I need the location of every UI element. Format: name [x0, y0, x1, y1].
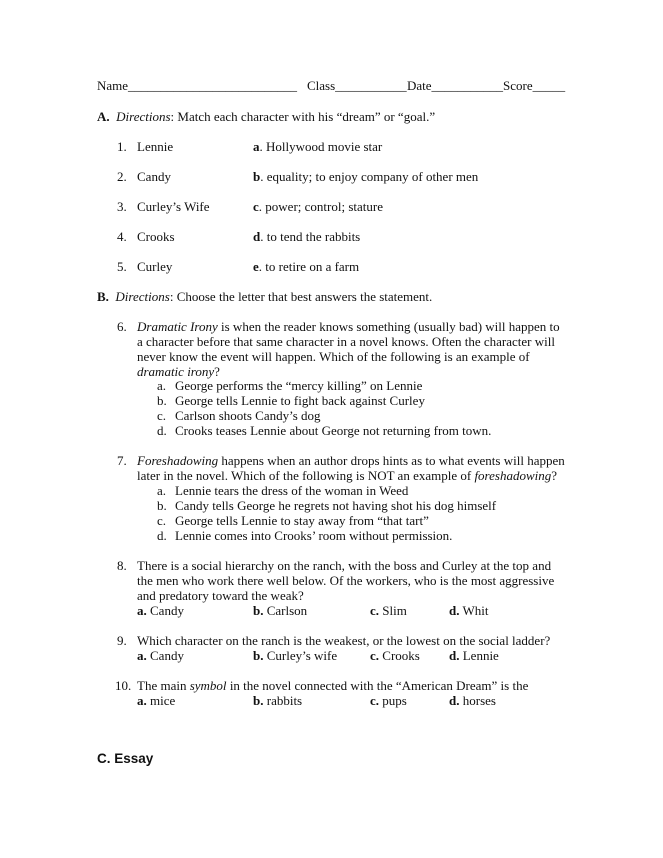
option-item [253, 603, 307, 618]
section-b-letter: B. [97, 289, 109, 304]
section-c-heading: C. Essay [97, 751, 154, 766]
question-punct: ? [214, 364, 220, 379]
option-text: George tells Lennie to fight back against Curley [175, 393, 425, 408]
goal-item [253, 169, 478, 184]
option-letter: d. [449, 648, 460, 663]
question-term: Dramatic Irony [137, 319, 218, 334]
option-item [449, 693, 496, 708]
option-item [137, 648, 184, 663]
name-field[interactable]: Name__________________________ [97, 78, 298, 93]
goal-letter: e [253, 259, 259, 274]
character-number: 1. [117, 139, 127, 154]
question-line: happens when an author drops hints as to what events will happen [218, 453, 565, 468]
question-line [137, 364, 220, 379]
option-letter: a. [137, 648, 147, 663]
option-text: Slim [379, 603, 407, 618]
question-term: foreshadowing [474, 468, 552, 483]
date-field[interactable]: Date___________ [407, 78, 504, 93]
option-item [370, 648, 420, 663]
option-text: Carlson shoots Candy’s dog [175, 408, 321, 423]
option-text: Candy tells George he regrets not having shot his dog himself [175, 498, 497, 513]
option-letter: b. [253, 648, 264, 663]
goal-item [253, 259, 359, 274]
option-item [253, 693, 302, 708]
section-a-letter: A. [97, 109, 110, 124]
option-text: Curley’s wife [263, 648, 338, 663]
option-item [137, 693, 175, 708]
question-line-start: later in the novel. Which of the following is NOT an example of [137, 468, 475, 483]
question-line-end: in the novel connected with the “American Dream” is the [226, 678, 529, 693]
question-line: There is a social hierarchy on the ranch, with the boss and Curley at the top and [137, 558, 552, 573]
option-text: rabbits [263, 693, 303, 708]
character-number: 3. [117, 199, 127, 214]
section-a-directions [97, 109, 435, 124]
class-field[interactable]: Class___________ [307, 78, 407, 93]
section-b-directions-text: : Choose the letter that best answers the statement. [169, 289, 433, 304]
question-line: a character before that same character in a novel knows. Often the character will [137, 334, 555, 349]
option-letter: d. [449, 693, 460, 708]
question-line: and predatory toward the weak? [137, 588, 304, 603]
question-line: the men who work there well below. Of the workers, who is the most aggressive [137, 573, 555, 588]
option-item [370, 603, 407, 618]
goal-letter: d [253, 229, 261, 244]
option-text: Candy [146, 603, 184, 618]
question-line-start: The main [137, 678, 190, 693]
question-text [137, 319, 560, 334]
section-b-directions [97, 289, 432, 304]
question-text [137, 678, 528, 693]
goal-text: . to retire on a farm [258, 259, 360, 274]
question-number: 8. [117, 558, 127, 573]
character-name: Curley’s Wife [137, 199, 210, 214]
option-item [449, 648, 499, 663]
option-letter: c. [157, 513, 167, 528]
character-name: Crooks [137, 229, 175, 244]
option-text: George performs the “mercy killing” on Lennie [175, 378, 423, 393]
option-letter: a. [137, 603, 147, 618]
question-number: 6. [117, 319, 127, 334]
goal-item [253, 229, 360, 244]
question-number: 9. [117, 633, 127, 648]
question-number: 7. [117, 453, 127, 468]
option-letter: c. [370, 693, 380, 708]
option-text: Crooks [379, 648, 420, 663]
section-b-directions-label: Directions [115, 289, 170, 304]
option-text: Crooks teases Lennie about George not returning from town. [175, 423, 492, 438]
option-letter: a. [157, 378, 167, 393]
option-text: Lennie tears the dress of the woman in Weed [175, 483, 409, 498]
goal-item [253, 199, 383, 214]
character-number: 2. [117, 169, 127, 184]
score-field[interactable]: Score_____ [503, 78, 566, 93]
question-text [137, 453, 565, 468]
option-text: pups [379, 693, 407, 708]
option-text: Lennie [459, 648, 499, 663]
option-letter: c. [157, 408, 167, 423]
character-number: 4. [117, 229, 127, 244]
option-text: Candy [146, 648, 184, 663]
question-number: 10. [115, 678, 132, 693]
goal-text: . power; control; stature [258, 199, 383, 214]
section-a-directions-label: Directions [116, 109, 171, 124]
option-text: Carlson [263, 603, 308, 618]
character-name: Candy [137, 169, 171, 184]
goal-letter: a [253, 139, 260, 154]
question-punct: ? [551, 468, 558, 483]
option-letter: a. [157, 483, 167, 498]
option-text: Lennie comes into Crooks’ room without permission. [175, 528, 453, 543]
option-text: mice [146, 693, 176, 708]
option-letter: a. [137, 693, 147, 708]
option-text: horses [459, 693, 496, 708]
question-term: Foreshadowing [137, 453, 219, 468]
option-letter: b. [253, 693, 264, 708]
option-item [253, 648, 337, 663]
option-text: Whit [459, 603, 489, 618]
question-line: Which character on the ranch is the weakest, or the lowest on the social ladder? [137, 633, 551, 648]
option-item [370, 693, 407, 708]
question-term: symbol [189, 678, 227, 693]
question-line: never know the event will happen. Which of the following is an example of [137, 349, 530, 364]
option-item [449, 603, 489, 618]
option-letter: b. [253, 603, 264, 618]
character-name: Curley [137, 259, 173, 274]
character-name: Lennie [137, 139, 174, 154]
option-letter: d. [157, 423, 167, 438]
goal-text: . Hollywood movie star [259, 139, 383, 154]
option-letter: c. [370, 648, 380, 663]
question-line: is when the reader knows something (usually bad) will happen to [217, 319, 560, 334]
question-term: dramatic irony [137, 364, 215, 379]
goal-text: . to tend the rabbits [260, 229, 361, 244]
goal-letter: b [253, 169, 261, 184]
character-number: 5. [117, 259, 127, 274]
option-letter: d. [449, 603, 460, 618]
option-letter: b. [157, 498, 167, 513]
section-a-directions-text: : Match each character with his “dream” or “goal.” [170, 109, 436, 124]
option-item [137, 603, 184, 618]
goal-item [253, 139, 382, 154]
option-letter: b. [157, 393, 167, 408]
option-text: George tells Lennie to stay away from “that tart” [175, 513, 429, 528]
option-letter: d. [157, 528, 167, 543]
goal-text: . equality; to enjoy company of other men [260, 169, 479, 184]
goal-letter: c [253, 199, 259, 214]
option-letter: c. [370, 603, 380, 618]
question-line [137, 468, 557, 483]
